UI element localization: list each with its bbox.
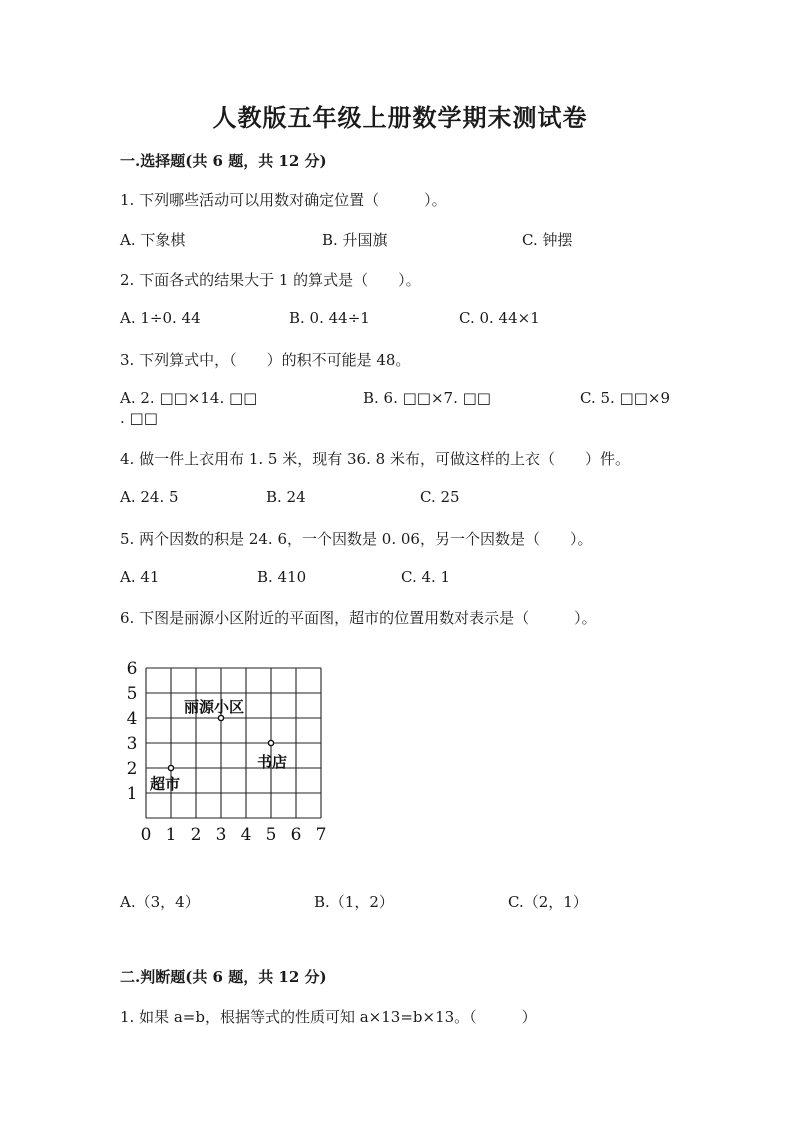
section-heading-choice: 一.选择题(共 6 题，共 12 分)	[120, 152, 327, 170]
option-3b: B. 6. □□×7. □□	[363, 389, 491, 407]
option-1c: C. 钟摆	[522, 231, 573, 249]
option-2c: C. 0. 44×1	[459, 309, 540, 327]
option-3c-wrap: . □□	[120, 409, 158, 427]
place-label: 超市	[150, 775, 181, 793]
question-5: 5. 两个因数的积是 24. 6，一个因数是 0. 06，另一个因数是（ ）。	[120, 530, 593, 548]
option-4c: C. 25	[420, 488, 460, 506]
option-5c: C. 4. 1	[401, 568, 451, 586]
x-tick-label: 3	[215, 825, 227, 845]
x-tick-label: 6	[290, 825, 302, 845]
x-tick-label: 0	[140, 825, 152, 845]
question-1: 1. 下列哪些活动可以用数对确定位置（ ）。	[120, 191, 447, 209]
option-1b: B. 升国旗	[322, 231, 388, 249]
question-6: 6. 下图是丽源小区附近的平面图，超市的位置用数对表示是（ ）。	[120, 609, 597, 627]
section-heading-judgement: 二.判断题(共 6 题，共 12 分)	[120, 968, 327, 986]
y-tick-label: 3	[126, 734, 138, 754]
option-3c: C. 5. □□×9	[580, 389, 671, 407]
option-5a: A. 41	[120, 568, 160, 586]
option-4b: B. 24	[266, 488, 306, 506]
place-label: 书店	[257, 753, 288, 771]
question-4: 4. 做一件上衣用布 1. 5 米，现有 36. 8 米布，可做这样的上衣（ ）件。	[120, 450, 630, 468]
question-2: 2. 下面各式的结果大于 1 的算式是（ ）。	[120, 271, 421, 289]
option-2a: A. 1÷0. 44	[120, 309, 201, 327]
x-tick-label: 4	[240, 825, 252, 845]
x-tick-label: 7	[315, 825, 327, 845]
option-2b: B. 0. 44÷1	[289, 309, 370, 327]
location-point	[218, 715, 223, 720]
y-tick-label: 2	[126, 759, 138, 779]
location-point	[168, 765, 173, 770]
place-label: 丽源小区	[184, 698, 245, 716]
y-tick-label: 5	[126, 684, 138, 704]
option-6c: C.（2，1）	[508, 893, 588, 911]
y-tick-label: 6	[126, 660, 138, 679]
location-point	[268, 740, 273, 745]
option-6a: A.（3，4）	[120, 893, 200, 911]
page-title: 人教版五年级上册数学期末测试卷	[212, 103, 588, 132]
option-5b: B. 410	[257, 568, 307, 586]
y-tick-label: 4	[126, 709, 138, 729]
judgement-question-1: 1. 如果 a=b，根据等式的性质可知 a×13=b×13。（ ）	[120, 1008, 537, 1026]
option-4a: A. 24. 5	[120, 488, 179, 506]
y-tick-label: 1	[126, 784, 138, 804]
x-tick-label: 2	[190, 825, 202, 845]
x-tick-label: 1	[165, 825, 177, 845]
option-3a: A. 2. □□×14. □□	[120, 389, 258, 407]
coordinate-map-figure	[126, 660, 346, 850]
grid-svg	[126, 660, 346, 850]
question-3: 3. 下列算式中，（ ）的积不可能是 48。	[120, 351, 411, 369]
option-1a: A. 下象棋	[120, 231, 186, 249]
option-6b: B.（1，2）	[314, 893, 394, 911]
x-tick-label: 5	[265, 825, 277, 845]
